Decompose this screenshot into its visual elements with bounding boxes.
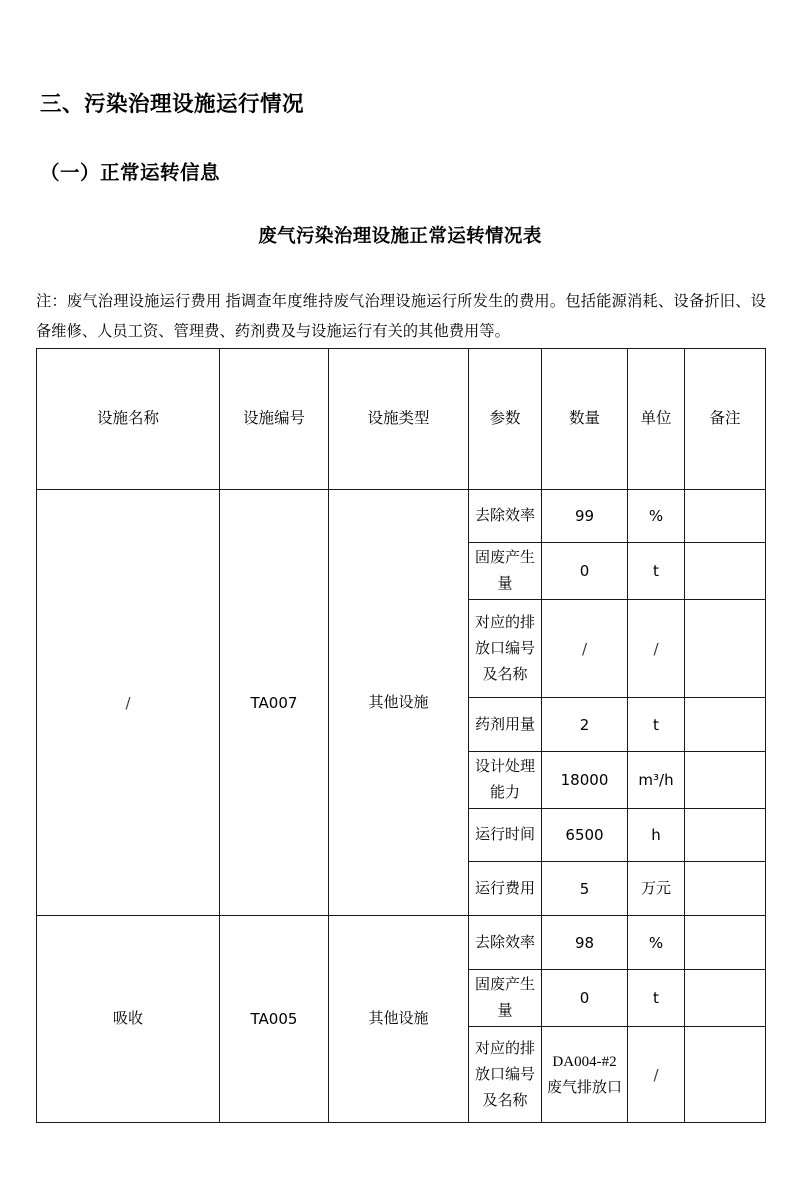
parameter-cell: 去除效率 xyxy=(469,490,542,543)
quantity-cell: 0 xyxy=(542,543,628,600)
unit-cell: / xyxy=(628,600,685,698)
facility-name-cell: / xyxy=(37,490,220,916)
facility-code-cell: TA007 xyxy=(220,490,329,916)
parameter-cell: 设计处理能力 xyxy=(469,752,542,809)
parameter-cell: 固废产生量 xyxy=(469,543,542,600)
facility-type-cell: 其他设施 xyxy=(329,490,469,916)
remark-cell xyxy=(685,752,766,809)
facility-name-cell: 吸收 xyxy=(37,916,220,1123)
facility-operation-table xyxy=(36,348,766,1123)
remark-cell xyxy=(685,916,766,970)
parameter-cell: 对应的排放口编号及名称 xyxy=(469,600,542,698)
remark-cell xyxy=(685,970,766,1027)
header-facility-code: 设施编号 xyxy=(220,349,329,490)
quantity-cell: / xyxy=(542,600,628,698)
quantity-cell: 5 xyxy=(542,862,628,916)
quantity-cell: 98 xyxy=(542,916,628,970)
remark-cell xyxy=(685,698,766,752)
unit-cell: 万元 xyxy=(628,862,685,916)
quantity-cell: 99 xyxy=(542,490,628,543)
header-quantity: 数量 xyxy=(542,349,628,490)
quantity-cell: 6500 xyxy=(542,809,628,862)
table-title: 废气污染治理设施正常运转情况表 xyxy=(258,226,542,247)
unit-cell: % xyxy=(628,490,685,543)
quantity-cell: 18000 xyxy=(542,752,628,809)
quantity-cell: DA004-#2 废气排放口 xyxy=(542,1027,628,1123)
remark-cell xyxy=(685,809,766,862)
unit-cell: t xyxy=(628,543,685,600)
table-row xyxy=(37,916,766,970)
header-unit: 单位 xyxy=(628,349,685,490)
header-facility-name: 设施名称 xyxy=(37,349,220,490)
parameter-cell: 运行费用 xyxy=(469,862,542,916)
unit-cell: t xyxy=(628,970,685,1027)
table-header-row xyxy=(37,349,766,490)
header-remark: 备注 xyxy=(685,349,766,490)
remark-cell xyxy=(685,600,766,698)
parameter-cell: 对应的排放口编号及名称 xyxy=(469,1027,542,1123)
unit-cell: % xyxy=(628,916,685,970)
parameter-cell: 药剂用量 xyxy=(469,698,542,752)
remark-cell xyxy=(685,862,766,916)
section-heading: 三、污染治理设施运行情况 xyxy=(40,92,305,118)
header-facility-type: 设施类型 xyxy=(329,349,469,490)
remark-cell xyxy=(685,1027,766,1123)
subsection-heading: （一）正常运转信息 xyxy=(40,161,221,185)
facility-code-cell: TA005 xyxy=(220,916,329,1123)
quantity-cell: 2 xyxy=(542,698,628,752)
parameter-cell: 去除效率 xyxy=(469,916,542,970)
remark-cell xyxy=(685,490,766,543)
unit-cell: m³/h xyxy=(628,752,685,809)
table-note: 注：废气治理设施运行费用 指调查年度维持废气治理设施运行所发生的费用。包括能源消耗、设备折旧、设备维修、人员工资、管理费、药剂费及与设施运行有关的其他费用等。 xyxy=(36,293,766,341)
parameter-cell: 固废产生量 xyxy=(469,970,542,1027)
unit-cell: t xyxy=(628,698,685,752)
unit-cell: h xyxy=(628,809,685,862)
remark-cell xyxy=(685,543,766,600)
unit-cell: / xyxy=(628,1027,685,1123)
facility-type-cell: 其他设施 xyxy=(329,916,469,1123)
parameter-cell: 运行时间 xyxy=(469,809,542,862)
header-parameter: 参数 xyxy=(469,349,542,490)
quantity-cell: 0 xyxy=(542,970,628,1027)
table-row xyxy=(37,490,766,543)
